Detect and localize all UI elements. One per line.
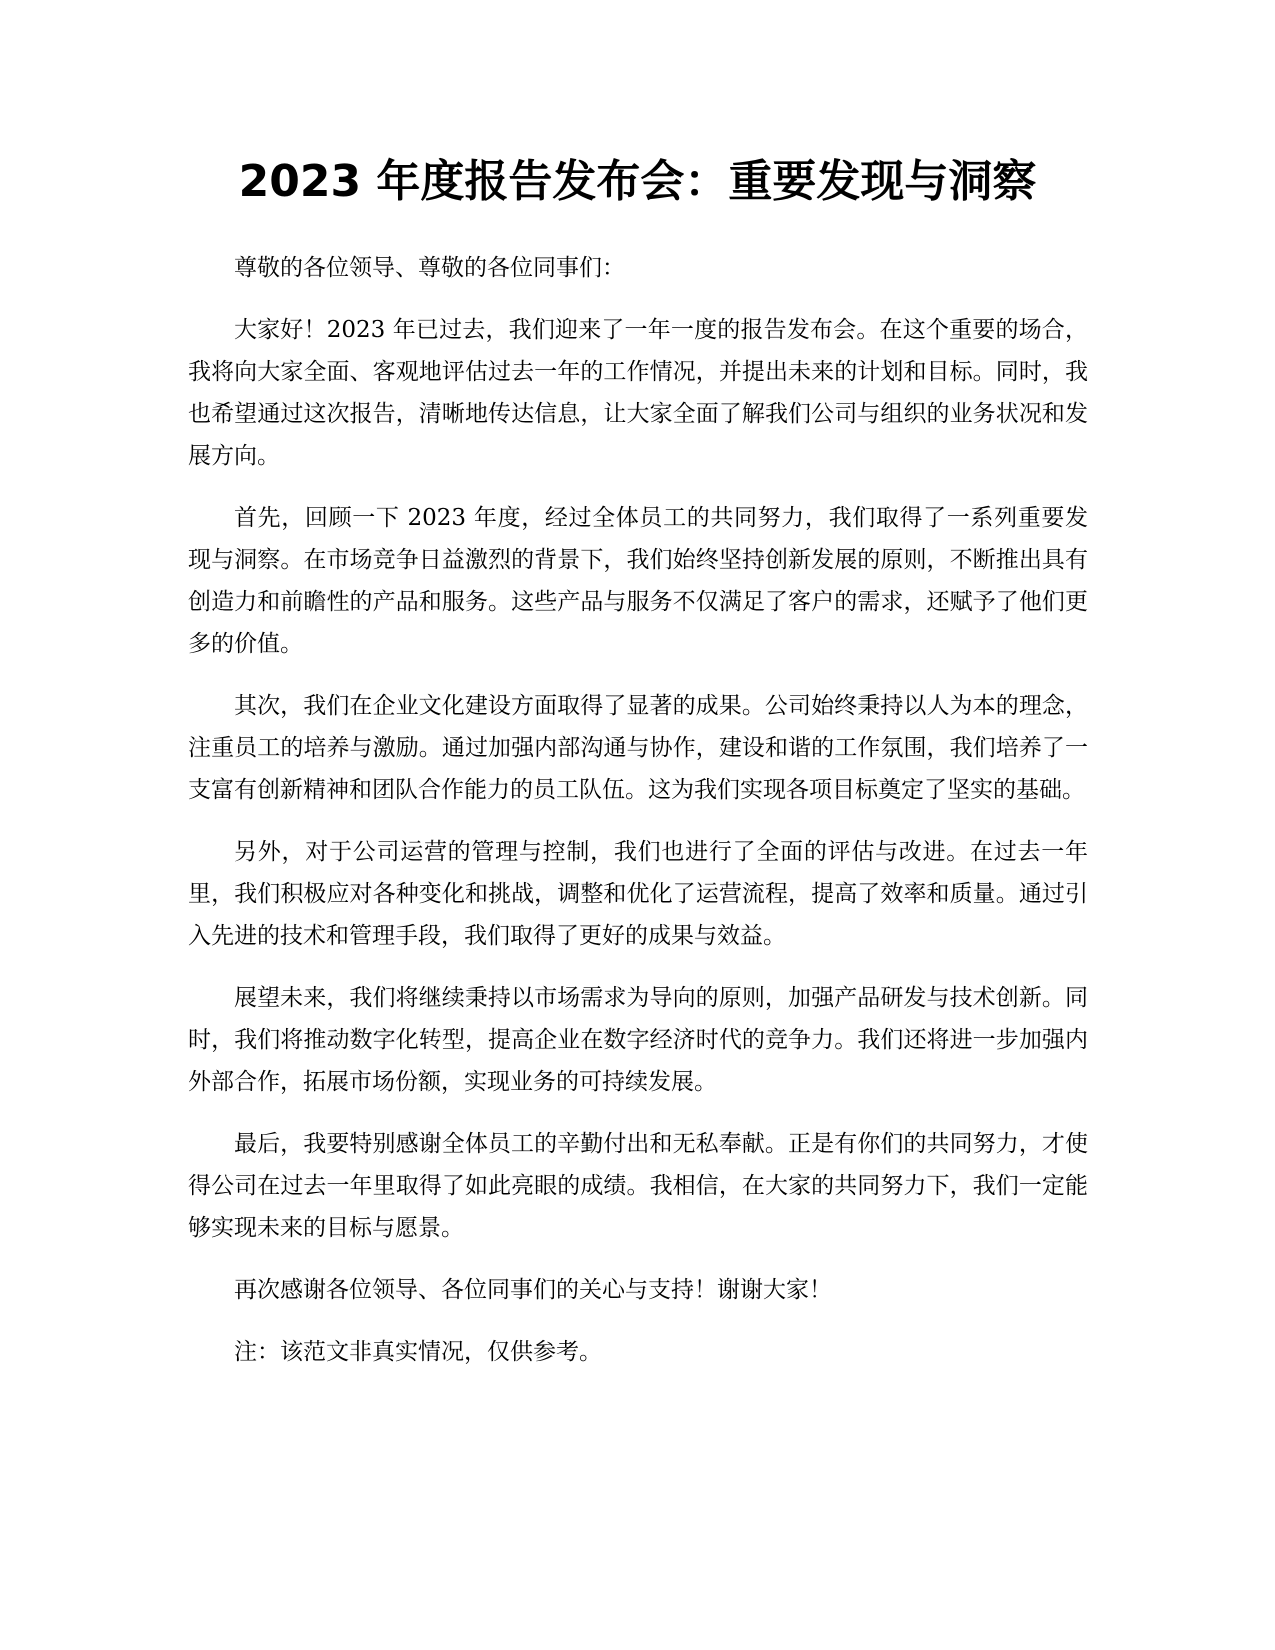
document-body [188,247,1088,1393]
salutation-paragraph: 尊敬的各位领导、尊敬的各位同事们： [234,255,625,281]
body-paragraph: 展望未来，我们将继续秉持以市场需求为导向的原则，加强产品研发与技术创新。同时，我们将推动数字化转型，提高企业在数字经济时代的竞争力。我们还将进一步加强内外部合作，拓展市场份额，实现业务的可持续发展。 [188,985,1088,1095]
body-paragraph: 其次，我们在企业文化建设方面取得了显著的成果。公司始终秉持以人为本的理念，注重员工的培养与激励。通过加强内部沟通与协作，建设和谐的工作氛围，我们培养了一支富有创新精神和团队合作能力的员工队伍。这为我们实现各项目标奠定了坚实的基础。 [188,693,1088,803]
document-title: 2023 年度报告发布会：重要发现与洞察 [238,156,1037,207]
note-paragraph: 注：该范文非真实情况，仅供参考。 [234,1339,602,1365]
body-paragraph: 首先，回顾一下 2023 年度，经过全体员工的共同努力，我们取得了一系列重要发现与洞察。在市场竞争日益激烈的背景下，我们始终坚持创新发展的原则，不断推出具有创造力和前瞻性的产品和服务。这些产品与服务不仅满足了客户的需求，还赋予了他们更多的价值。 [188,505,1088,657]
closing-paragraph: 再次感谢各位领导、各位同事们的关心与支持！谢谢大家！ [234,1277,832,1303]
body-paragraph: 大家好！2023 年已过去，我们迎来了一年一度的报告发布会。在这个重要的场合，我将向大家全面、客观地评估过去一年的工作情况，并提出未来的计划和目标。同时，我也希望通过这次报告，清晰地传达信息，让大家全面了解我们公司与组织的业务状况和发展方向。 [188,317,1088,469]
body-paragraph: 另外，对于公司运营的管理与控制，我们也进行了全面的评估与改进。在过去一年里，我们积极应对各种变化和挑战，调整和优化了运营流程，提高了效率和质量。通过引入先进的技术和管理手段，我们取得了更好的成果与效益。 [188,839,1088,949]
body-paragraph: 最后，我要特别感谢全体员工的辛勤付出和无私奉献。正是有你们的共同努力，才使得公司在过去一年里取得了如此亮眼的成绩。我相信，在大家的共同努力下，我们一定能够实现未来的目标与愿景。 [188,1131,1088,1241]
